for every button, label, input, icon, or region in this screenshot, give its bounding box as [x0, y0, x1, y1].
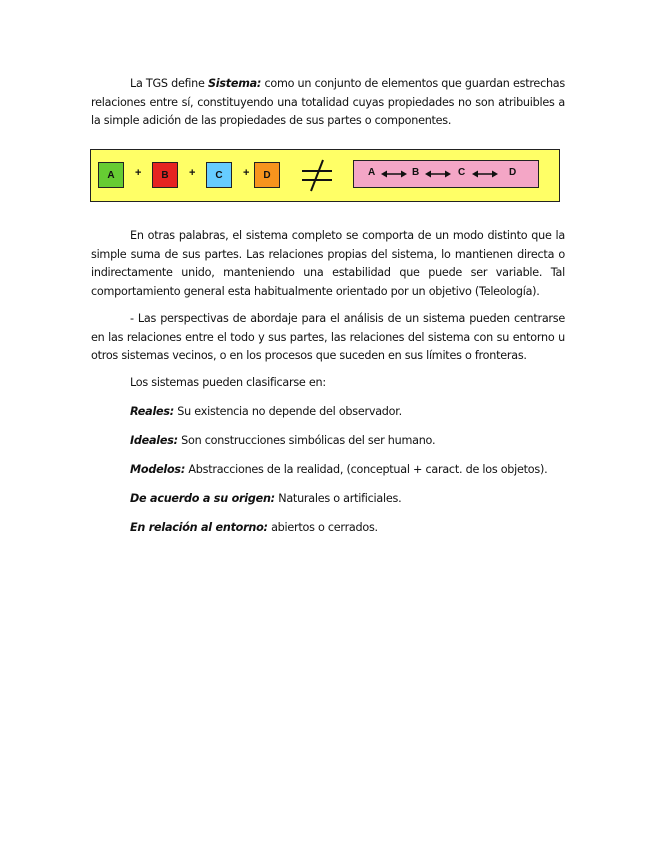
definition-prefix: La TGS define [130, 77, 208, 90]
plus-sign: + [189, 167, 196, 179]
classification-term: De acuerdo a su origen: [130, 492, 275, 505]
classification-term: Ideales: [130, 434, 178, 447]
chain-label-c: C [458, 167, 466, 178]
paragraph-perspectives: - Las perspectivas de abordaje para el análisis de un sistema pueden centrarse en las relaciones entre el todo y sus partes, las relaciones del sistema con su entorno u otros sistemas vecinos, o en los procesos que suceden en sus límites o fronteras. [91, 312, 565, 362]
double-arrow-icon [472, 170, 498, 178]
classification-item [130, 519, 378, 537]
double-arrow-icon [425, 170, 451, 178]
chain-label-b: B [412, 167, 420, 178]
classification-item [130, 490, 401, 508]
paragraph-behaviour: En otras palabras, el sistema completo se comporta de un modo distinto que la simple suma de sus partes. Las relaciones propias del sistema, lo mantienen directa o indirectamente unido, manteniendo una estabilidad que puede ser variable. Tal comportamiento general esta habitualmente orientado por un objetivo (Teleología). [91, 229, 565, 298]
plus-sign: + [243, 167, 250, 179]
diagram-box-b: B [152, 162, 178, 188]
classification-desc: Su existencia no depende del observador. [174, 405, 402, 418]
classification-desc: Naturales o artificiales. [274, 492, 402, 505]
diagram-box-d: D [254, 162, 280, 188]
classification-term: Reales: [130, 405, 174, 418]
connected-chain [353, 160, 539, 188]
paragraph-definition [91, 75, 565, 131]
diagram-box-c: C [206, 162, 232, 188]
classification-term: Modelos: [130, 463, 186, 476]
classification-desc: Son construcciones simbólicas del ser humano. [177, 434, 436, 447]
double-arrow-icon [381, 170, 407, 178]
classification-item [130, 403, 402, 421]
classification-desc: abiertos o cerrados. [267, 521, 378, 534]
definition-suffix: como un conjunto de elementos que guardan estrechas relaciones entre sí, constituyendo una totalidad cuyas propiedades no son atribuibles a la simple adición de las propiedades de sus partes o componentes. [91, 77, 565, 127]
plus-sign: + [135, 167, 142, 179]
system-diagram [90, 149, 560, 202]
chain-label-a: A [368, 167, 376, 178]
diagram-box-a: A [98, 162, 124, 188]
not-equal-icon [301, 158, 333, 192]
classification-item [130, 432, 435, 450]
classification-intro: Los sistemas pueden clasificarse en: [130, 376, 326, 389]
classification-item [130, 461, 547, 479]
classification-term: En relación al entorno: [130, 521, 268, 534]
chain-label-d: D [509, 167, 517, 178]
classification-desc: Abstracciones de la realidad, (conceptual + caract. de los objetos). [185, 463, 548, 476]
definition-term: Sistema: [207, 77, 262, 90]
